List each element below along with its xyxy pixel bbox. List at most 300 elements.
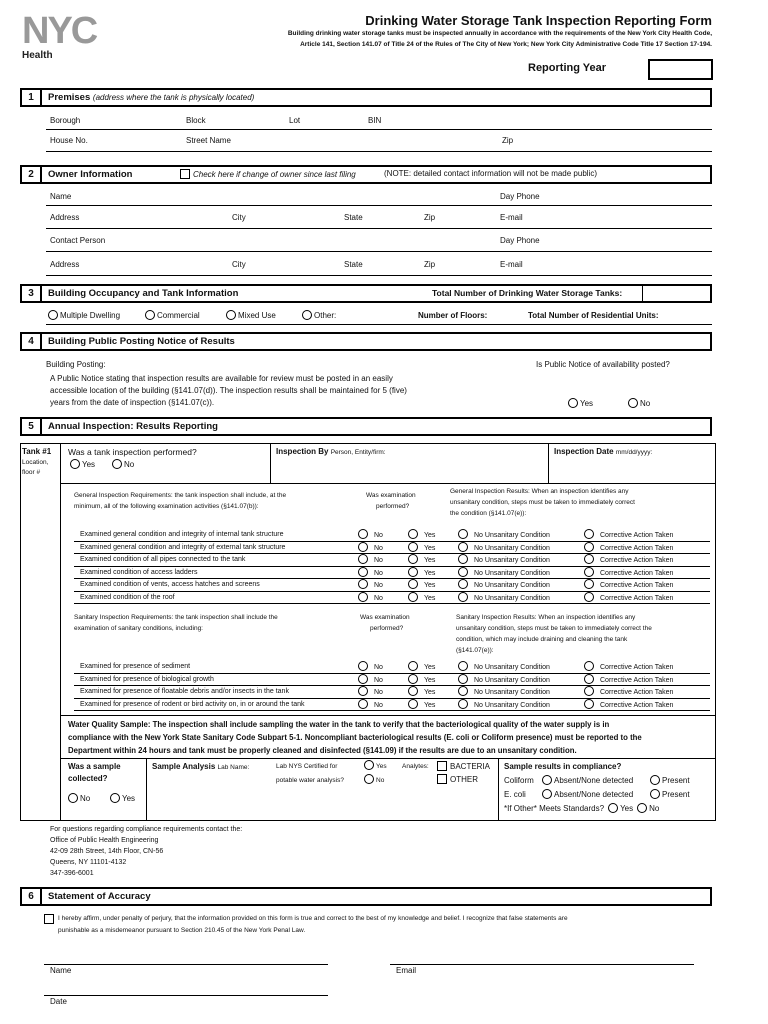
- signature-date-label: Date: [50, 997, 67, 1006]
- exam-yes-option-label: Yes: [424, 689, 436, 696]
- owner-email-label: E-mail: [500, 213, 523, 222]
- water-quality-2: compliance with the New York State Sanitary Code Subpart 5-1. Noncompliant bacteriological results (E. coli or Coliform presence) must be reported to the: [68, 733, 642, 742]
- corrective-action-option[interactable]: [584, 579, 673, 589]
- section-title: Statement of Accuracy: [48, 891, 151, 902]
- contact-email-label: E-mail: [500, 260, 523, 269]
- radio-icon[interactable]: [408, 699, 418, 709]
- borough-label: Borough: [50, 116, 81, 125]
- no-unsanitary-option-label: No Unsanitary Condition: [474, 532, 550, 539]
- sanitary-row-label: Examined for presence of floatable debris and/or insects in the tank: [80, 688, 289, 695]
- coliform-present-label: Present: [662, 776, 690, 785]
- date-signature-line[interactable]: [44, 995, 328, 996]
- posting-text-2: accessible location of the building (§141.07(d)). The inspection results shall be maintained for 5 (five): [50, 386, 407, 395]
- radio-icon[interactable]: [458, 542, 468, 552]
- section-title: Owner Information: [48, 169, 133, 180]
- exam-yes-option[interactable]: [408, 592, 435, 602]
- san-res-3: condition, which may include draining and cleaning the tank: [456, 636, 628, 643]
- corrective-action-option[interactable]: [584, 674, 673, 684]
- radio-icon[interactable]: [650, 789, 660, 799]
- radio-icon[interactable]: [226, 310, 236, 320]
- owner-address-label: Address: [50, 213, 80, 222]
- divider: [270, 443, 271, 483]
- ecoli-present-label: Present: [662, 790, 690, 799]
- no-unsanitary-option[interactable]: [458, 592, 550, 602]
- divider: [60, 758, 716, 759]
- exam-no-option[interactable]: [358, 699, 383, 709]
- general-row: [74, 579, 710, 592]
- posting-text-3: years from the date of inspection (§141.07(c)).: [50, 398, 215, 407]
- gen-req-1: General Inspection Requirements: the tank inspection shall include, at the: [74, 492, 287, 499]
- radio-icon[interactable]: [48, 310, 58, 320]
- contact-state-label: State: [344, 260, 363, 269]
- sample-question-1: Was a sample: [68, 762, 121, 771]
- radio-icon[interactable]: [458, 699, 468, 709]
- owner-name-label: Name: [50, 192, 72, 201]
- exam-no-option[interactable]: [358, 567, 383, 577]
- sanitary-row: [74, 686, 710, 699]
- radio-icon[interactable]: [408, 542, 418, 552]
- corrective-action-option[interactable]: [584, 542, 673, 552]
- section-title: Annual Inspection: Results Reporting: [48, 421, 218, 432]
- sample-no-label: No: [80, 794, 91, 803]
- owner-city-label: City: [232, 213, 246, 222]
- notice-yes-option[interactable]: [568, 398, 593, 408]
- divider: [146, 758, 147, 821]
- radio-icon[interactable]: [584, 542, 594, 552]
- general-row: [74, 554, 710, 567]
- divider: [46, 205, 712, 206]
- lab-name-label: Lab Name:: [217, 764, 250, 771]
- exam-yes-option-label: Yes: [424, 701, 436, 709]
- exam-no-option[interactable]: [358, 686, 383, 696]
- notice-no-option[interactable]: [628, 398, 650, 408]
- radio-icon[interactable]: [68, 793, 78, 803]
- ecoli-absent-label: Absent/None detected: [554, 790, 634, 799]
- floors-label: Number of Floors:: [418, 311, 488, 320]
- owner-state-label: State: [344, 213, 363, 222]
- radio-icon[interactable]: [358, 674, 368, 684]
- no-unsanitary-option-label: No Unsanitary Condition: [474, 664, 550, 671]
- radio-icon[interactable]: [458, 592, 468, 602]
- sample-no-option[interactable]: [68, 793, 90, 803]
- radio-icon[interactable]: [637, 803, 647, 813]
- exam-yes-option-label: Yes: [424, 557, 436, 564]
- radio-icon[interactable]: [358, 554, 368, 564]
- bacteria-option[interactable]: [437, 761, 490, 771]
- no-unsanitary-option-label: No Unsanitary Condition: [474, 544, 550, 552]
- contact-zip-label: Zip: [424, 260, 436, 269]
- tank-sub1: Location,: [22, 459, 49, 466]
- corrective-action-option-label: Corrective Action Taken: [600, 532, 674, 539]
- exam-yes-option[interactable]: [408, 542, 435, 552]
- gen-was-exam-2: performed?: [376, 503, 410, 510]
- change-owner-label: Check here if change of owner since last filing: [193, 170, 356, 179]
- radio-icon[interactable]: [458, 674, 468, 684]
- exam-no-option-label: No: [374, 689, 383, 696]
- no-unsanitary-option-label: No Unsanitary Condition: [474, 582, 550, 589]
- radio-icon[interactable]: [584, 674, 594, 684]
- general-row-label: Examined condition of the roof: [80, 593, 175, 601]
- radio-icon[interactable]: [358, 542, 368, 552]
- section-title: Building Occupancy and Tank Information: [48, 288, 239, 299]
- radio-icon[interactable]: [584, 579, 594, 589]
- lab-no-label: No: [376, 777, 385, 784]
- exam-no-option-label: No: [374, 557, 383, 564]
- exam-yes-option[interactable]: [408, 661, 435, 671]
- radio-icon[interactable]: [568, 398, 578, 408]
- owner-zip-label: Zip: [424, 213, 436, 222]
- exam-yes-option[interactable]: [408, 699, 435, 709]
- coliform-label: Coliform: [504, 776, 534, 785]
- radio-icon[interactable]: [584, 592, 594, 602]
- no-unsanitary-option-label: No Unsanitary Condition: [474, 557, 550, 564]
- nyc-health-logo: [22, 12, 118, 62]
- total-tanks-input[interactable]: [642, 286, 643, 301]
- block-label: Block: [186, 116, 206, 125]
- radio-icon[interactable]: [408, 529, 418, 539]
- section-title: [48, 90, 254, 105]
- posting-text-1: A Public Notice stating that inspection results are available for review must be posted in an easily: [50, 374, 393, 383]
- section-accuracy: [20, 887, 712, 906]
- radio-icon[interactable]: [70, 459, 80, 469]
- sanitary-row-label: Examined for presence of biological growth: [80, 675, 214, 683]
- general-row: [74, 529, 710, 542]
- radio-icon[interactable]: [408, 661, 418, 671]
- exam-no-option[interactable]: [358, 674, 383, 684]
- exam-no-option-label: No: [374, 569, 383, 577]
- lab-no-option[interactable]: [364, 774, 384, 784]
- inspection-by-label: [276, 447, 386, 456]
- multiple-dwelling-label: Multiple Dwelling: [60, 311, 121, 320]
- divider: [60, 715, 716, 716]
- section-owner: [20, 165, 712, 184]
- subtitle-line1: Building drinking water storage tanks must be inspected annually in accordance with the requirements of the New York City Health Code,: [287, 30, 712, 37]
- analytes-label: Analytes:: [402, 763, 429, 770]
- corrective-action-option-label: Corrective Action Taken: [600, 689, 674, 696]
- sample-yes-option[interactable]: [110, 793, 135, 803]
- section-number: 1: [22, 90, 42, 105]
- name-signature-line[interactable]: [44, 964, 328, 965]
- owner-note: (NOTE: detailed contact information will not be made public): [384, 169, 597, 178]
- other-analyte-option[interactable]: [437, 774, 478, 784]
- gen-was-exam-1: Was examination: [366, 492, 416, 499]
- checkbox-icon[interactable]: [180, 169, 190, 179]
- notice-no-label: No: [640, 399, 651, 408]
- section-occupancy: [20, 284, 712, 303]
- corrective-action-option[interactable]: [584, 592, 673, 602]
- compliance-question: Sample results in compliance?: [504, 762, 622, 771]
- no-unsanitary-option[interactable]: [458, 579, 550, 589]
- no-unsanitary-option[interactable]: [458, 699, 550, 709]
- general-row-label: Examined general condition and integrity of external tank structure: [80, 543, 286, 551]
- radio-icon[interactable]: [112, 459, 122, 469]
- bin-label: BIN: [368, 116, 382, 125]
- radio-icon[interactable]: [584, 686, 594, 696]
- exam-yes-option-label: Yes: [424, 676, 436, 684]
- street-name-label: Street Name: [186, 136, 231, 145]
- divider: [60, 483, 716, 484]
- radio-icon[interactable]: [358, 579, 368, 589]
- no-unsanitary-option[interactable]: [458, 661, 550, 671]
- no-unsanitary-option[interactable]: [458, 529, 550, 539]
- reporting-year-label: Reporting Year: [528, 62, 607, 74]
- san-was-exam-1: Was examination: [360, 614, 410, 621]
- corrective-action-option[interactable]: [584, 554, 673, 564]
- radio-icon[interactable]: [110, 793, 120, 803]
- corrective-action-option-label: Corrective Action Taken: [600, 544, 674, 552]
- commercial-option[interactable]: [145, 310, 200, 320]
- exam-no-option-label: No: [374, 664, 383, 671]
- if-other-yes-label: Yes: [620, 804, 634, 813]
- san-res-2: unsanitary condition, steps must be taken to immediately correct the: [456, 625, 652, 632]
- radio-icon[interactable]: [650, 775, 660, 785]
- exam-no-option[interactable]: [358, 542, 383, 552]
- radio-icon[interactable]: [358, 567, 368, 577]
- bacteria-label: BACTERIA: [450, 762, 491, 771]
- radio-icon[interactable]: [584, 554, 594, 564]
- divider: [46, 324, 712, 325]
- divider: [498, 758, 499, 821]
- lot-label: Lot: [289, 116, 301, 125]
- radio-icon[interactable]: [458, 579, 468, 589]
- corrective-action-option-label: Corrective Action Taken: [600, 676, 674, 684]
- exam-yes-option[interactable]: [408, 567, 435, 577]
- gen-res-2: unsanitary condition, steps must be taken to immediately correct: [450, 499, 635, 506]
- tank-label: Tank #1: [22, 447, 52, 456]
- divider: [548, 443, 549, 483]
- radio-icon[interactable]: [358, 592, 368, 602]
- performed-yes-label: Yes: [82, 460, 96, 469]
- checkbox-icon[interactable]: [437, 761, 447, 771]
- sanitary-row: [74, 699, 710, 712]
- sanitary-row-label: Examined for presence of rodent or bird activity on, in or around the tank: [80, 700, 305, 708]
- zip-label: Zip: [502, 136, 514, 145]
- inspection-date-text: Inspection Date: [554, 447, 614, 456]
- performed-no-option[interactable]: [112, 459, 134, 469]
- total-tanks-label: Total Number of Drinking Water Storage Tanks:: [432, 288, 623, 298]
- radio-icon[interactable]: [584, 661, 594, 671]
- corrective-action-option-label: Corrective Action Taken: [600, 557, 674, 564]
- radio-icon[interactable]: [458, 567, 468, 577]
- reporting-year-input[interactable]: [648, 59, 713, 80]
- radio-icon[interactable]: [542, 775, 552, 785]
- section-premises: [20, 88, 712, 107]
- exam-yes-option-label: Yes: [424, 664, 436, 671]
- general-row: [74, 592, 710, 605]
- exam-no-option[interactable]: [358, 661, 383, 671]
- exam-yes-option-label: Yes: [424, 594, 436, 602]
- gen-res-1: General Inspection Results: When an inspection identifies any: [450, 488, 629, 495]
- exam-yes-option-label: Yes: [424, 544, 436, 552]
- divider: [46, 275, 712, 276]
- other-label: Other:: [314, 311, 337, 320]
- contact-line-4: Queens, NY 11101-4132: [50, 859, 127, 866]
- radio-icon[interactable]: [584, 699, 594, 709]
- other-analyte-label: OTHER: [450, 775, 478, 784]
- performed-question: Was a tank inspection performed?: [68, 447, 197, 457]
- sanitary-row: [74, 674, 710, 687]
- contact-city-label: City: [232, 260, 246, 269]
- radio-icon[interactable]: [408, 592, 418, 602]
- exam-yes-option[interactable]: [408, 686, 435, 696]
- corrective-action-option[interactable]: [584, 567, 673, 577]
- no-unsanitary-option[interactable]: [458, 674, 550, 684]
- corrective-action-option[interactable]: [584, 699, 673, 709]
- exam-no-option[interactable]: [358, 554, 383, 564]
- no-unsanitary-option-label: No Unsanitary Condition: [474, 594, 550, 602]
- exam-yes-option-label: Yes: [424, 582, 436, 589]
- radio-icon[interactable]: [542, 789, 552, 799]
- general-row-label: Examined general condition and integrity of internal tank structure: [80, 531, 284, 538]
- performed-yes-option[interactable]: [70, 459, 95, 469]
- radio-icon[interactable]: [628, 398, 638, 408]
- exam-no-option-label: No: [374, 701, 383, 709]
- no-unsanitary-option-label: No Unsanitary Condition: [474, 676, 550, 684]
- corrective-action-option[interactable]: [584, 661, 673, 671]
- if-other-row: [504, 803, 659, 813]
- premises-title: Premises: [48, 92, 91, 103]
- radio-icon[interactable]: [358, 529, 368, 539]
- signature-email-label: Email: [396, 966, 417, 975]
- corrective-action-option[interactable]: [584, 529, 673, 539]
- mixed-use-label: Mixed Use: [238, 311, 276, 320]
- corrective-action-option-label: Corrective Action Taken: [600, 582, 674, 589]
- radio-icon[interactable]: [584, 567, 594, 577]
- radio-icon[interactable]: [358, 699, 368, 709]
- radio-icon[interactable]: [302, 310, 312, 320]
- performed-no-label: No: [124, 460, 135, 469]
- multiple-dwelling-option[interactable]: [48, 310, 120, 320]
- water-quality-1: Water Quality Sample: The inspection shall include sampling the water in the tank to verify that the bacteriological quality of the water supply is in: [68, 720, 610, 729]
- gen-res-3: the condition (§141.07(e)):: [450, 510, 527, 517]
- san-req-2: examination of sanitary conditions, including:: [74, 625, 203, 632]
- san-res-1: Sanitary Inspection Results: When an inspection identifies any: [456, 614, 636, 621]
- no-unsanitary-option-label: No Unsanitary Condition: [474, 701, 550, 709]
- no-unsanitary-option[interactable]: [458, 567, 550, 577]
- signature-name-label: Name: [50, 966, 72, 975]
- radio-icon[interactable]: [458, 661, 468, 671]
- no-unsanitary-option-label: No Unsanitary Condition: [474, 569, 550, 577]
- coliform-row: [504, 775, 690, 785]
- inspection-date-label: [554, 447, 652, 456]
- lab-cert-1: Lab NYS Certified for: [276, 763, 338, 770]
- change-owner-check[interactable]: [180, 169, 356, 179]
- general-row-label: Examined condition of access ladders: [80, 568, 198, 576]
- radio-icon[interactable]: [458, 529, 468, 539]
- mixed-use-option[interactable]: [226, 310, 276, 320]
- contact-line-3: 42-09 28th Street, 14th Floor, CN-56: [50, 848, 164, 855]
- premises-note: (address where the tank is physically located): [92, 93, 255, 102]
- contact-address-label: Address: [50, 260, 80, 269]
- public-notice-question: Is Public Notice of availability posted?: [536, 360, 670, 369]
- exam-no-option[interactable]: [358, 579, 383, 589]
- no-unsanitary-option[interactable]: [458, 554, 550, 564]
- radio-icon[interactable]: [408, 567, 418, 577]
- sample-analysis-text: Sample Analysis: [152, 762, 216, 771]
- no-unsanitary-option[interactable]: [458, 542, 550, 552]
- accuracy-text-1: I hereby affirm, under penalty of perjury, that the information provided on this form is true and correct to the best of my knowledge and belief. I recognize that false statements are: [58, 915, 568, 922]
- exam-no-option[interactable]: [358, 592, 383, 602]
- san-res-4: (§141.07(e)):: [456, 647, 494, 654]
- subtitle-line2: Article 141, Section 141.07 of Title 24 of the Rules of The City of New York; New York City Administrative Code Title 17 Section 17-194.: [300, 41, 712, 48]
- radio-icon[interactable]: [584, 529, 594, 539]
- radio-icon[interactable]: [364, 760, 374, 770]
- logo-sub: Health: [22, 50, 53, 61]
- other-option[interactable]: [302, 310, 336, 320]
- house-no-label: House No.: [50, 136, 88, 145]
- san-was-exam-2: performed?: [370, 625, 404, 632]
- exam-no-option[interactable]: [358, 529, 383, 539]
- affirm-checkbox[interactable]: [44, 914, 54, 924]
- checkbox-icon[interactable]: [437, 774, 447, 784]
- general-row: [74, 542, 710, 555]
- sample-analysis-label: [152, 762, 249, 771]
- corrective-action-option-label: Corrective Action Taken: [600, 701, 674, 709]
- exam-yes-option[interactable]: [408, 554, 435, 564]
- if-other-no-label: No: [649, 804, 660, 813]
- radio-icon[interactable]: [145, 310, 155, 320]
- section-number: 5: [22, 419, 42, 434]
- radio-icon[interactable]: [408, 579, 418, 589]
- general-row: [74, 567, 710, 580]
- ecoli-row: [504, 789, 690, 799]
- exam-yes-option[interactable]: [408, 579, 435, 589]
- radio-icon[interactable]: [364, 774, 374, 784]
- divider: [46, 151, 712, 152]
- exam-no-option-label: No: [374, 532, 383, 539]
- form-title: Drinking Water Storage Tank Inspection Reporting Form: [365, 13, 712, 28]
- inspection-date-sub: mm/dd/yyyy:: [615, 449, 653, 456]
- tank-sub2: floor #: [22, 469, 41, 476]
- email-signature-line[interactable]: [390, 964, 694, 965]
- section-number: 4: [22, 334, 42, 349]
- contact-day-phone-label: Day Phone: [500, 236, 540, 245]
- lab-yes-label: Yes: [376, 763, 387, 770]
- logo-text: NYC: [22, 10, 97, 52]
- sample-question-2: collected?: [68, 774, 108, 783]
- radio-icon[interactable]: [358, 686, 368, 696]
- lab-cert-2: potable water analysis?: [276, 777, 344, 784]
- ecoli-label: E. coli: [504, 790, 526, 799]
- divider: [46, 129, 712, 130]
- exam-yes-option[interactable]: [408, 529, 435, 539]
- general-row-label: Examined condition of all pipes connected to the tank: [80, 556, 246, 563]
- inspection-by-text: Inspection By: [276, 447, 329, 456]
- notice-yes-label: Yes: [580, 399, 594, 408]
- sanitary-row: [74, 661, 710, 674]
- radio-icon[interactable]: [408, 674, 418, 684]
- contact-line-2: Office of Public Health Engineering: [50, 837, 159, 844]
- radio-icon[interactable]: [608, 803, 618, 813]
- exam-yes-option[interactable]: [408, 674, 435, 684]
- radio-icon[interactable]: [458, 686, 468, 696]
- lab-yes-option[interactable]: [364, 760, 387, 770]
- no-unsanitary-option[interactable]: [458, 686, 550, 696]
- section-title: Building Public Posting Notice of Results: [48, 336, 235, 347]
- exam-no-option-label: No: [374, 594, 383, 602]
- owner-day-phone-label: Day Phone: [500, 192, 540, 201]
- radio-icon[interactable]: [458, 554, 468, 564]
- radio-icon[interactable]: [408, 554, 418, 564]
- corrective-action-option-label: Corrective Action Taken: [600, 664, 674, 671]
- contact-line-5: 347-396-6001: [50, 870, 94, 877]
- inspection-by-sub: Person, Entity/firm:: [330, 449, 386, 456]
- exam-no-option-label: No: [374, 544, 383, 552]
- radio-icon[interactable]: [408, 686, 418, 696]
- radio-icon[interactable]: [358, 661, 368, 671]
- corrective-action-option[interactable]: [584, 686, 673, 696]
- coliform-absent-label: Absent/None detected: [554, 776, 634, 785]
